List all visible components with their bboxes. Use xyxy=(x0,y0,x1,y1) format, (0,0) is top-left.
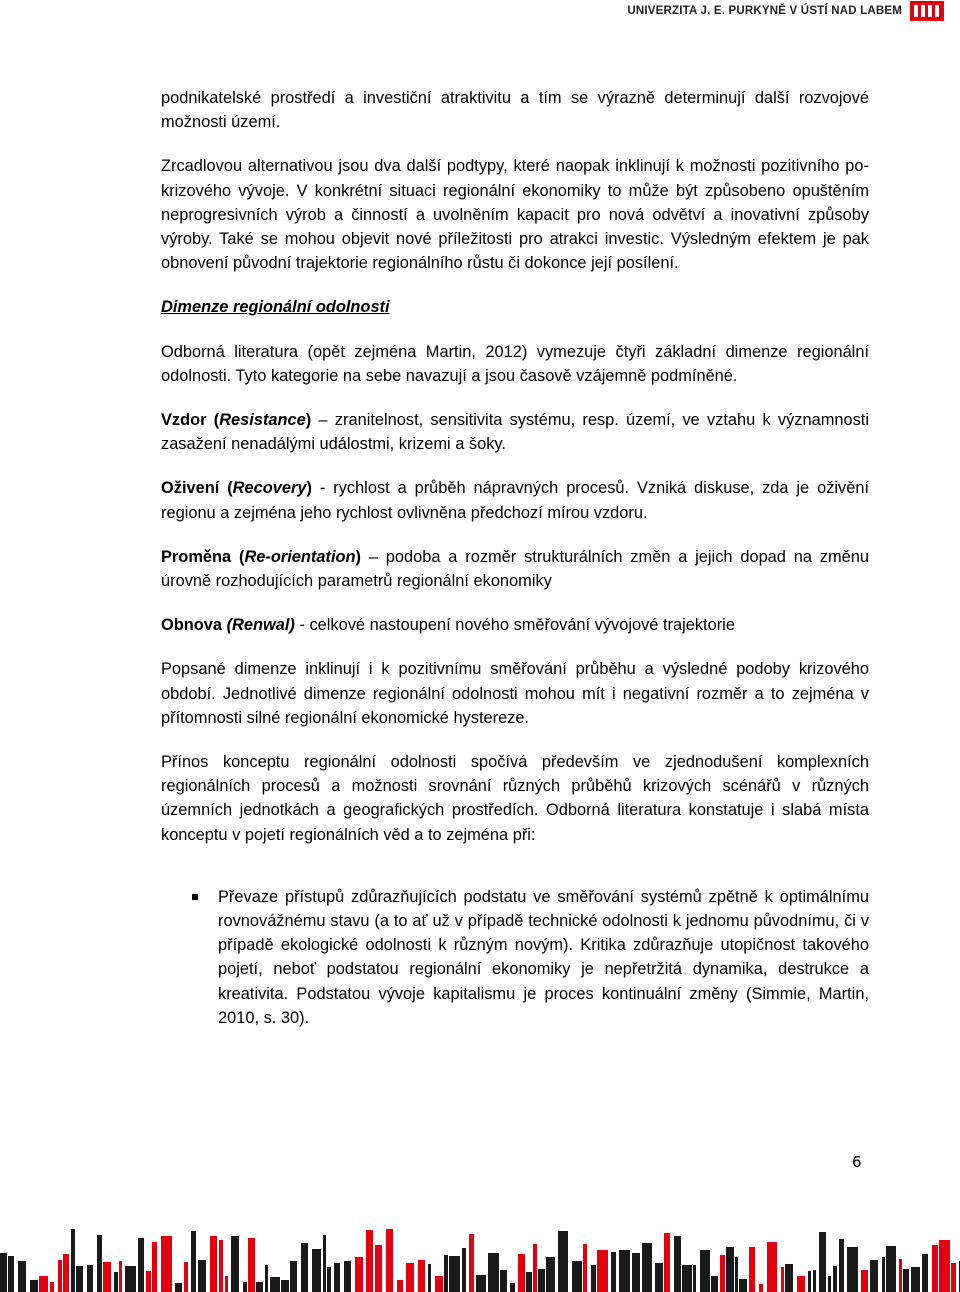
footer-bar-segment xyxy=(462,1248,466,1292)
footer-bar-segment xyxy=(808,1271,811,1292)
footer-bar-segment xyxy=(711,1276,718,1292)
dimension-description: - celkové nastoupení nového směřování vývojové trajektorie xyxy=(294,616,735,635)
footer-bar-segment xyxy=(759,1284,763,1292)
weakness-list xyxy=(161,885,869,1030)
footer-bar-segment xyxy=(882,1257,885,1292)
footer-bar-segment xyxy=(591,1265,596,1292)
footer-bar-segment xyxy=(572,1261,582,1292)
footer-bar-segment xyxy=(449,1256,460,1292)
footer-bar-segment xyxy=(191,1231,196,1292)
footer-bar-segment xyxy=(76,1266,83,1292)
footer-bar-segment xyxy=(161,1236,172,1292)
paragraph-dimensions-intro: Odborná literatura (opět zejména Martin, 2012) vymezuje čtyři základní dimenze regionální odolnosti. Tyto kategorie na sebe navazují a jsou časově vzájemně podmíněné. xyxy=(161,342,869,385)
footer-bar-segment xyxy=(700,1250,710,1292)
footer-bar-segment xyxy=(720,1255,725,1292)
paragraph-alternative: Zrcadlovou alternativou jsou dva další podtypy, které naopak inklinují k možnosti pozitivního po-krizového vývoje. V konkrétní situaci regionální ekonomiky to může být způsobeno opuštěním neprogresivních výrob a činností a uvolněním kapacit pro nová odvětví a inovativní způsoby výroby. Také se mohou objevit nové příležitosti pro atrakci investic. Výsledným efektem je pak obnovení původní trajektorie regionálního růstu či dokonce její posílení. xyxy=(161,157,869,273)
footer-bar-segment xyxy=(87,1265,93,1292)
footer-bar-segment xyxy=(435,1276,443,1292)
footer-bar-segment xyxy=(39,1276,48,1292)
footer-bar-segment xyxy=(119,1261,122,1292)
university-emblem-icon xyxy=(910,1,944,21)
footer-bar-segment xyxy=(939,1240,950,1292)
footer-bar-segment xyxy=(828,1276,831,1292)
footer-bar-segment xyxy=(18,1261,26,1292)
footer-bar-segment xyxy=(58,1260,62,1292)
footer-bar-segment xyxy=(861,1270,868,1292)
footer-bar-segment xyxy=(355,1257,363,1292)
footer-bar-segment xyxy=(500,1270,507,1292)
document-body xyxy=(161,86,869,1030)
footer-bar-segment xyxy=(819,1232,826,1292)
paragraph-benefits: Přínos konceptu regionální odolnosti spočívá především ve zjednodušení komplexních regionálních procesů a možnosti srovnání různých průběhů krizových scénářů v různých územních jednotkách a geografických prostředích. Odborná literatura konstatuje i slabá místa konceptu v pojetí regionálních věd a to zejména při: xyxy=(161,753,869,844)
footer-bar-segment xyxy=(749,1247,755,1292)
paragraph-dimensions-summary: Popsané dimenze inklinují i k pozitivnímu směřování průběhu a výsledné podoby krizového období. Jednotlivé dimenze regionální odolnosti mohou mít i negativní rozměr a to zejména v přítomnosti silné regionální ekonomické hystereze. xyxy=(161,660,869,727)
footer-bar-segment xyxy=(344,1261,351,1292)
footer-bar-segment xyxy=(903,1269,909,1292)
footer-bar-segment xyxy=(538,1269,545,1292)
footer-bar-segment xyxy=(418,1260,425,1292)
dimension-resistance xyxy=(161,408,869,456)
footer-bar-segment xyxy=(198,1260,206,1292)
dimension-term: Vzdor (Resistance) xyxy=(161,411,312,430)
footer-bar-segment xyxy=(886,1246,896,1292)
footer-bar-segment xyxy=(397,1280,403,1292)
footer-bar-segment xyxy=(138,1238,144,1292)
page-number: 6 xyxy=(852,1153,862,1171)
footer-decorative-bars xyxy=(0,1220,960,1292)
footer-bar-segment xyxy=(281,1280,289,1292)
footer-bar-segment xyxy=(510,1283,515,1292)
footer-bar-segment xyxy=(922,1254,928,1292)
footer-bar-segment xyxy=(813,1270,816,1292)
footer-bar-segment xyxy=(797,1276,805,1292)
footer-bar-segment xyxy=(839,1239,844,1292)
footer-bar-segment xyxy=(386,1229,393,1292)
dimension-recovery xyxy=(161,476,869,524)
footer-bar-segment xyxy=(785,1264,793,1292)
footer-bar-segment xyxy=(63,1254,69,1292)
footer-bar-segment xyxy=(248,1238,255,1292)
footer-bar-segment xyxy=(611,1252,616,1292)
footer-bar-segment xyxy=(243,1282,247,1292)
dimension-reorientation xyxy=(161,545,869,593)
footer-bar-segment xyxy=(312,1249,321,1292)
footer-bar-segment xyxy=(488,1253,499,1292)
dimension-term: Obnova (Renwal) xyxy=(161,616,295,635)
footer-bar-segment xyxy=(97,1235,102,1292)
footer-bar-segment xyxy=(210,1236,217,1292)
footer-bar-segment xyxy=(469,1234,474,1292)
footer-bar-segment xyxy=(951,1263,956,1292)
footer-bar-segment xyxy=(225,1276,228,1292)
section-heading: Dimenze regionální odolnosti xyxy=(161,298,390,317)
footer-bar-segment xyxy=(583,1244,587,1292)
footer-bar-segment xyxy=(642,1243,652,1292)
footer-bar-segment xyxy=(256,1282,263,1292)
footer-bar-segment xyxy=(674,1236,681,1292)
dimension-renewal xyxy=(161,613,869,637)
footer-bar-segment xyxy=(375,1245,382,1292)
footer-bar-segment xyxy=(899,1259,902,1292)
footer-bar-segment xyxy=(693,1265,696,1292)
footer-bar-segment xyxy=(444,1255,448,1292)
footer-bar-segment xyxy=(847,1247,858,1292)
footer-bar-segment xyxy=(655,1263,663,1292)
dimension-description: – podoba a rozměr strukturálních změn a jejich dopad na změnu úrovně rozhodujících parametrů regionální ekonomiky xyxy=(161,547,870,591)
footer-bar-segment xyxy=(558,1231,568,1292)
footer-bar-segment xyxy=(175,1283,182,1292)
footer-bar-segment xyxy=(71,1229,75,1292)
footer-bar-segment xyxy=(932,1245,938,1292)
footer-bar-segment xyxy=(219,1240,223,1292)
footer-bar-segment xyxy=(231,1236,239,1292)
footer-bar-segment xyxy=(476,1275,486,1292)
footer-bar-segment xyxy=(833,1266,837,1292)
footer-bar-segment xyxy=(184,1262,188,1292)
footer-bar-segment xyxy=(146,1271,151,1292)
footer-bar-segment xyxy=(30,1280,38,1292)
footer-bar-segment xyxy=(8,1256,14,1292)
footer-bar-segment xyxy=(739,1279,747,1292)
footer-bar-segment xyxy=(911,1267,920,1292)
university-name: UNIVERZITA J. E. PURKYNĚ V ÚSTÍ NAD LABEM xyxy=(627,5,902,17)
dimension-term: Proměna (Re-orientation) xyxy=(161,547,361,566)
footer-bar-segment xyxy=(781,1267,784,1292)
footer-bar-segment xyxy=(301,1243,308,1292)
footer-bar-segment xyxy=(323,1235,326,1292)
footer-bar-segment xyxy=(682,1265,692,1292)
footer-bar-segment xyxy=(533,1244,537,1292)
paragraph-intro: podnikatelské prostředí a investiční atraktivitu a tím se výrazně determinují další rozvojové možnosti území. xyxy=(161,89,869,132)
footer-bar-segment xyxy=(597,1250,608,1292)
footer-bar-segment xyxy=(870,1260,878,1292)
footer-bar-segment xyxy=(428,1264,431,1292)
footer-bar-segment xyxy=(103,1262,111,1292)
footer-bar-segment xyxy=(518,1254,525,1292)
footer-bar-segment xyxy=(114,1272,118,1292)
footer-bar-segment xyxy=(50,1282,54,1292)
footer-bar-segment xyxy=(526,1272,532,1292)
footer-bar-segment xyxy=(334,1263,340,1292)
footer-bar-segment xyxy=(619,1250,630,1292)
footer-bar-segment xyxy=(735,1257,738,1292)
dimension-description: - rychlost a průběh nápravných procesů. Vzniká diskuse, zda je oživění regionu a zejména jeho rychlost ovlivněna předchozí mírou vzdoru. xyxy=(161,479,870,522)
footer-bar-segment xyxy=(406,1263,414,1292)
footer-bar-segment xyxy=(726,1247,734,1292)
list-item xyxy=(161,885,869,1030)
list-item-text: Převaze přístupů zdůrazňujících podstatu ve směřování systémů zpětně k optimálnímu rovnovážnému stavu (a to ať už v případě technické odolnosti k jednomu původnímu, či v případě ekologické odolnosti k různým novým). Kritika zdůrazňuje utopičnost takového pojetí, neboť podstatou regionální ekonomiky je nepřetržitá dynamika, destrukce a kreativita. Podstatou vývoje kapitalismu je proces kontinuální změny (Simmie, Martin, 2010, s. 30). xyxy=(218,887,869,1027)
university-logo xyxy=(627,0,944,22)
footer-bar-segment xyxy=(265,1265,268,1292)
footer-bar-segment xyxy=(366,1230,373,1292)
footer-bar-segment xyxy=(632,1253,640,1292)
footer-bar-segment xyxy=(546,1257,555,1292)
dimension-description: – zranitelnost, sensitivita systému, resp. území, ve vztahu k významnosti zasažení nenadálými událostmi, krizemi a šoky. xyxy=(161,411,869,454)
footer-bar-segment xyxy=(664,1233,670,1292)
bullet-square-icon xyxy=(192,894,198,900)
footer-bar-segment xyxy=(152,1242,157,1292)
footer-bar-segment xyxy=(327,1267,331,1292)
footer-bar-segment xyxy=(125,1266,136,1292)
footer-bar-segment xyxy=(270,1277,280,1292)
footer-bar-segment xyxy=(0,1253,7,1292)
dimension-term: Oživení (Recovery) xyxy=(161,479,312,498)
footer-bar-segment xyxy=(290,1261,297,1292)
footer-bar-segment xyxy=(767,1242,777,1292)
